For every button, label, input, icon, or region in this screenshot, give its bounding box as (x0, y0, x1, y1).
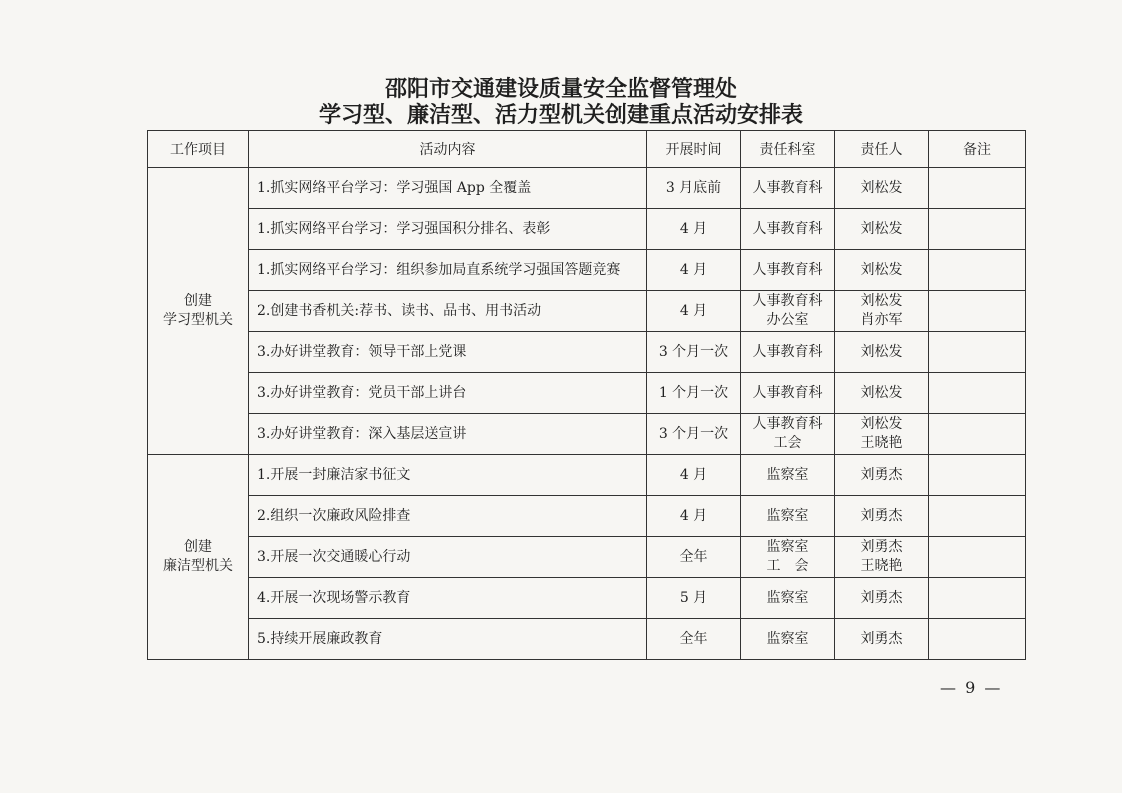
document-title-line1: 邵阳市交通建设质量安全监督管理处 (384, 76, 737, 102)
table-row (148, 291, 1026, 332)
table-row (148, 168, 1026, 209)
time-cell: 4 月 (647, 209, 741, 250)
table-header-row (148, 131, 1026, 168)
person-cell (835, 373, 929, 414)
person-name: 王晓艳 (860, 558, 903, 574)
person-cell (835, 332, 929, 373)
department-cell (741, 291, 835, 332)
department-name: 监察室 (766, 539, 809, 555)
person-name: 刘松发 (860, 293, 903, 309)
time-cell: 全年 (647, 619, 741, 660)
department-cell (741, 414, 835, 455)
table-row (148, 373, 1026, 414)
department-name: 人事教育科 (752, 179, 823, 196)
time-cell: 4 月 (647, 291, 741, 332)
person-cell (835, 414, 929, 455)
department-name: 人事教育科 (752, 384, 823, 401)
person-cell (835, 250, 929, 291)
category-text: 学习型机关 (163, 312, 233, 328)
work-item-category (148, 168, 249, 455)
table-row (148, 455, 1026, 496)
department-cell (741, 332, 835, 373)
header-notes: 备注 (929, 131, 1026, 168)
activity-content-cell: 4.开展一次现场警示教育 (249, 578, 647, 619)
time-cell: 5 月 (647, 578, 741, 619)
header-work-item: 工作项目 (148, 131, 249, 168)
department-name: 监察室 (766, 507, 809, 524)
person-cell (835, 209, 929, 250)
person-name: 刘松发 (860, 261, 903, 278)
department-cell (741, 373, 835, 414)
person-name: 刘松发 (860, 416, 903, 432)
notes-cell (929, 455, 1026, 496)
notes-cell (929, 291, 1026, 332)
person-name: 刘松发 (860, 384, 903, 401)
notes-cell (929, 332, 1026, 373)
department-name: 人事教育科 (752, 416, 823, 432)
person-cell (835, 496, 929, 537)
table-row (148, 619, 1026, 660)
person-cell (835, 291, 929, 332)
department-name: 人事教育科 (752, 343, 823, 360)
notes-cell (929, 373, 1026, 414)
header-time: 开展时间 (647, 131, 741, 168)
person-name: 刘勇杰 (860, 539, 903, 555)
time-cell: 4 月 (647, 455, 741, 496)
activity-content-cell: 5.持续开展廉政教育 (249, 619, 647, 660)
department-name: 人事教育科 (752, 261, 823, 278)
document-title-line2: 学习型、廉洁型、活力型机关创建重点活动安排表 (318, 102, 803, 128)
person-name: 刘松发 (860, 179, 903, 196)
department-cell (741, 168, 835, 209)
notes-cell (929, 496, 1026, 537)
table-row (148, 209, 1026, 250)
notes-cell (929, 537, 1026, 578)
department-name: 工 会 (766, 558, 809, 574)
notes-cell (929, 414, 1026, 455)
time-cell: 全年 (647, 537, 741, 578)
activity-content-cell: 3.办好讲堂教育：党员干部上讲台 (249, 373, 647, 414)
time-cell: 3 个月一次 (647, 414, 741, 455)
time-cell: 4 月 (647, 250, 741, 291)
table-row (148, 496, 1026, 537)
table-row (148, 250, 1026, 291)
table-row (148, 537, 1026, 578)
person-cell (835, 578, 929, 619)
department-name: 监察室 (766, 589, 809, 606)
activity-content-cell: 1.抓实网络平台学习：学习强国 App 全覆盖 (249, 168, 647, 209)
department-cell (741, 619, 835, 660)
department-name: 监察室 (766, 630, 809, 647)
department-name: 监察室 (766, 466, 809, 483)
person-name: 肖亦军 (860, 312, 903, 328)
activity-content-cell: 3.开展一次交通暖心行动 (249, 537, 647, 578)
department-cell (741, 578, 835, 619)
department-cell (741, 455, 835, 496)
time-cell: 4 月 (647, 496, 741, 537)
activity-content-cell: 2.创建书香机关:荐书、读书、品书、用书活动 (249, 291, 647, 332)
department-cell (741, 209, 835, 250)
category-text: 廉洁型机关 (163, 558, 233, 574)
department-name: 工会 (773, 435, 802, 451)
notes-cell (929, 168, 1026, 209)
notes-cell (929, 619, 1026, 660)
table-body (148, 168, 1026, 660)
department-cell (741, 496, 835, 537)
person-name: 刘勇杰 (860, 630, 903, 647)
time-cell: 1 个月一次 (647, 373, 741, 414)
person-name: 刘勇杰 (860, 466, 903, 483)
notes-cell (929, 209, 1026, 250)
person-name: 刘松发 (860, 220, 903, 237)
person-cell (835, 619, 929, 660)
activity-content-cell: 1.抓实网络平台学习：学习强国积分排名、表彰 (249, 209, 647, 250)
time-cell: 3 个月一次 (647, 332, 741, 373)
header-activity-content: 活动内容 (249, 131, 647, 168)
time-cell: 3 月底前 (647, 168, 741, 209)
notes-cell (929, 250, 1026, 291)
department-name: 人事教育科 (752, 293, 823, 309)
table-row (148, 414, 1026, 455)
person-name: 刘勇杰 (860, 589, 903, 606)
header-department: 责任科室 (741, 131, 835, 168)
person-cell (835, 455, 929, 496)
activity-content-cell: 3.办好讲堂教育：深入基层送宣讲 (249, 414, 647, 455)
category-text: 创建 (184, 539, 212, 555)
table-row (148, 578, 1026, 619)
department-name: 办公室 (766, 312, 809, 328)
work-item-category (148, 455, 249, 660)
person-cell (835, 168, 929, 209)
department-cell (741, 250, 835, 291)
activity-content-cell: 1.抓实网络平台学习：组织参加局直系统学习强国答题竞赛 (249, 250, 647, 291)
person-name: 刘勇杰 (860, 507, 903, 524)
activity-content-cell: 3.办好讲堂教育：领导干部上党课 (249, 332, 647, 373)
activity-content-cell: 1.开展一封廉洁家书征文 (249, 455, 647, 496)
department-name: 人事教育科 (752, 220, 823, 237)
page-number: — 9 — (940, 678, 1003, 697)
category-text: 创建 (184, 293, 212, 309)
department-cell (741, 537, 835, 578)
activity-schedule-table (147, 130, 1026, 660)
table-row (148, 332, 1026, 373)
person-name: 刘松发 (860, 343, 903, 360)
person-name: 王晓艳 (860, 435, 903, 451)
person-cell (835, 537, 929, 578)
notes-cell (929, 578, 1026, 619)
activity-content-cell: 2.组织一次廉政风险排查 (249, 496, 647, 537)
header-person: 责任人 (835, 131, 929, 168)
